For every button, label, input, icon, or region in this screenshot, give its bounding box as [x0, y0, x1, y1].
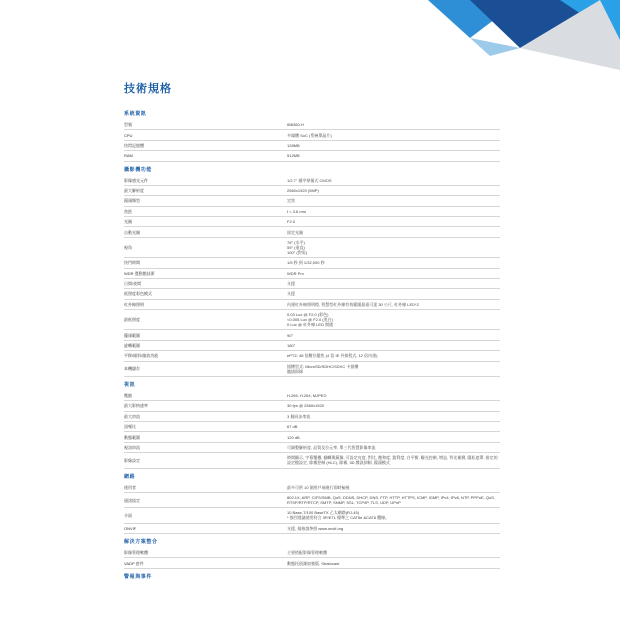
spec-value: 支援 — [287, 291, 295, 297]
spec-label: RAM — [124, 153, 133, 159]
spec-label: 使用者 — [124, 484, 136, 490]
spec-label: 視訊串流 — [124, 444, 140, 450]
spec-row — [124, 130, 500, 140]
spec-row — [124, 217, 500, 227]
spec-value: 3 個同步串流 — [287, 413, 311, 419]
spec-label: 旋轉範圍 — [124, 342, 140, 348]
spec-row — [124, 196, 500, 206]
spec-label: 焦距 — [124, 208, 132, 214]
spec-label: 最大影格速率 — [124, 403, 148, 409]
spec-value: f = 3.6 mm — [287, 208, 307, 214]
spec-row — [124, 258, 500, 268]
spec-value: 定焦 — [287, 198, 295, 204]
spec-value: 可調整解析度, 品質及位元率, 單三代智慧影像串流 — [287, 444, 376, 450]
spec-value: 802.1X, ARP, CIFS/SMB, QoS, DDNS, DHCP, DNS, FTP, HTTP, HTTPS, ICMP, IGMP, IPv4, IPv6, NTP, PPPoE, QoS, RTSP/RTP/RTCP, SMTP, SNMP, SSL, TCP/IP, TLS, UDP, UPnP — [287, 495, 495, 506]
spec-label: 鏡頭類型 — [124, 198, 140, 204]
spec-value: 動態托偵測加強版, Stratocast — [287, 560, 340, 566]
spec-value: H.265, H.264, MJPEG — [287, 393, 327, 399]
spec-value: 0.03 Lux @ F2.0 (彩色) <0.005 Lux @ F2.0 (黑白) 0 Lux @ 紅外線 LED 開啟 — [287, 312, 334, 328]
spec-row — [124, 432, 500, 442]
spec-label: 擺頭範圍 — [124, 332, 140, 338]
spec-row — [124, 289, 500, 299]
spec-row — [124, 341, 500, 351]
section-title: 警報與事件 — [124, 573, 153, 580]
spec-row — [124, 351, 500, 361]
spec-label: 介面 — [124, 512, 132, 518]
section-title: 解決方案整合 — [124, 539, 158, 545]
spec-value: 固定光圈 — [287, 229, 303, 235]
spec-row — [124, 524, 500, 534]
spec-row — [124, 453, 500, 468]
spec-label: 本機儲存 — [124, 366, 140, 372]
section-title: 網路 — [124, 473, 136, 480]
spec-value: 76° (水平) 59° (垂直) 100° (對角) — [287, 239, 308, 255]
spec-value: 支援 — [287, 281, 295, 287]
spec-value: 主要搭配影像管理軟體 — [287, 550, 327, 556]
spec-row — [124, 176, 500, 186]
spec-label: 壓縮 — [124, 393, 132, 399]
spec-row — [124, 141, 500, 151]
spec-label: ONVIF — [124, 525, 137, 531]
spec-row — [124, 238, 500, 258]
spec-label: 通訊協定 — [124, 497, 140, 503]
spec-value: IB8360-H — [287, 122, 304, 128]
spec-row — [124, 362, 500, 377]
spec-label: 快門時間 — [124, 260, 140, 266]
spec-row — [124, 227, 500, 237]
spec-label: 最大串流 — [124, 413, 140, 419]
spec-value: WDR Pro — [287, 270, 304, 276]
spec-row — [124, 391, 500, 401]
spec-row — [124, 279, 500, 289]
spec-row — [124, 310, 500, 330]
spec-row — [124, 558, 500, 568]
spec-value: F2.0 — [287, 219, 296, 225]
spec-row — [124, 443, 500, 453]
spec-value: ePTZ: 48 倍數位變焦 (4 倍 IE 外掛程式, 12 倍內建) — [287, 353, 378, 359]
spec-value: 180° — [287, 342, 296, 348]
spec-row — [124, 300, 500, 310]
spec-value: 90° — [287, 332, 294, 338]
spec-value: 2560x1920 (5MP) — [287, 188, 319, 194]
spec-value: 最多可供 10 個用戶端進行即時檢視 — [287, 484, 350, 490]
spec-label: 光圈 — [124, 219, 132, 225]
spec-row — [124, 207, 500, 217]
spec-label: 日間/夜間 — [124, 281, 142, 287]
corner-decoration — [0, 0, 620, 70]
spec-row — [124, 548, 500, 558]
spec-label: 快閃記憶體 — [124, 142, 144, 148]
spec-value: 時間顯示, 字幕覆疊, 翻轉與鏡像, 可設定亮度, 對比, 飽和度, 銳利度, 白平衡, 曝光控制, 增益, 背光補償, 隱私遮罩, 排定的設定檔設定, 除霧控制 (HLC), 除霧, 3D 雜訊抑制, 鏡頭模式 — [287, 455, 498, 466]
spec-label: 平移/傾斜/縮放功能 — [124, 353, 159, 359]
spec-label: 視角 — [124, 244, 132, 250]
section-title: 視訊 — [124, 381, 136, 388]
spec-value: 內建紅外線照明燈, 智慧型紅外線有效範圍最遠可達 30 公尺, 紅外線 LED*2 — [287, 301, 419, 307]
page-title: 技術規格 — [124, 83, 172, 95]
spec-table — [124, 106, 500, 583]
spec-label: 影像感光元件 — [124, 177, 148, 183]
spec-label: CPU — [124, 132, 133, 138]
spec-label: 訊噪比 — [124, 424, 136, 430]
spec-value: 120 dB — [287, 434, 300, 440]
spec-value: 1/2.7" 循序掃描式 CMOS — [287, 177, 332, 183]
spec-label: 影像設定 — [124, 457, 140, 463]
spec-row — [124, 151, 500, 161]
spec-value: 多媒體 SoC (系統單晶片) — [287, 132, 332, 138]
spec-value: 30 fps @ 2560x1920 — [287, 403, 324, 409]
spec-label: VADP 套件 — [124, 560, 144, 566]
spec-row — [124, 412, 500, 422]
spec-row — [124, 493, 500, 508]
spec-value: 128MB — [287, 142, 300, 148]
spec-row — [124, 401, 500, 411]
spec-value: 10 Base-T/100 BaseTX 乙太網路(RJ-45) * 強烈建議使用符合 3P/ETL 標準之 CAT5e &CAT6 纜線。 — [287, 510, 390, 521]
spec-row — [124, 120, 500, 130]
spec-label: 影像管理軟體 — [124, 550, 148, 556]
spec-label: 最大解析度 — [124, 188, 144, 194]
spec-row — [124, 330, 500, 340]
spec-value: 67 dB — [287, 424, 298, 430]
spec-value: 1/5 秒 到 1/32,000 秒 — [287, 260, 325, 266]
section-title: 攝影機功能 — [124, 166, 153, 173]
section-title: 系統資訊 — [124, 111, 147, 117]
spec-value: 512MB — [287, 153, 300, 159]
spec-label: 最低照度 — [124, 317, 140, 323]
spec-row — [124, 508, 500, 523]
spec-value: 插槽型式: MicroSD/SDHC/SDXC 卡插槽 隨插即錄 — [287, 363, 359, 374]
spec-row — [124, 186, 500, 196]
spec-label: 低照度彩色模式 — [124, 291, 152, 297]
spec-row — [124, 422, 500, 432]
spec-label: 紅外線照明 — [124, 301, 144, 307]
spec-row — [124, 269, 500, 279]
spec-label: WDR 寬動態技術 — [124, 270, 155, 276]
spec-row — [124, 483, 500, 493]
spec-label: 動態範圍 — [124, 434, 140, 440]
spec-value: 支援, 規格請參照 www.onvif.org — [287, 525, 344, 531]
spec-label: 型號 — [124, 122, 132, 128]
spec-label: 自動光圈 — [124, 229, 140, 235]
